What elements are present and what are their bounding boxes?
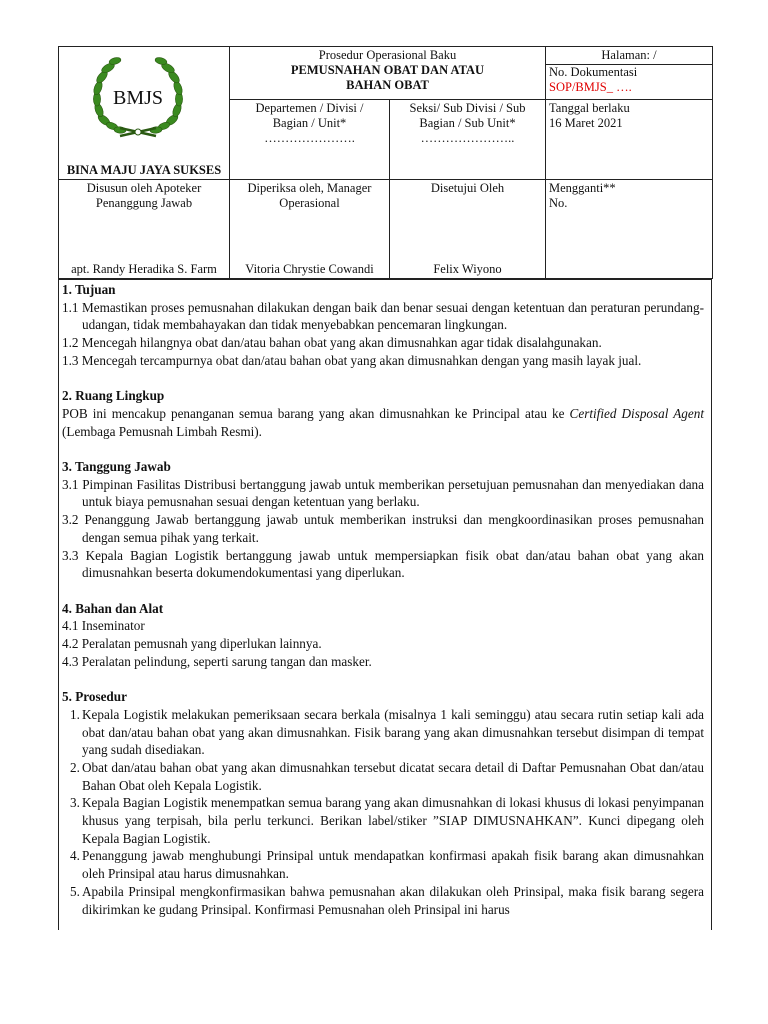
replaces-cell <box>546 180 713 279</box>
company-logo <box>90 54 186 144</box>
replaces-no: No. <box>549 196 568 210</box>
date-label: Tanggal berlaku <box>549 101 630 116</box>
date-value: 16 Maret 2021 <box>549 116 623 131</box>
dept-cell <box>230 100 390 180</box>
step-text: Kepala Bagian Logistik menempatkan semua barang yang akan dimusnahkan di lokasi khusus di lokasi penyimpanan khusus yang terpisah, bila perlu terkunci. Berikan label/stiker ”SIAP DIMUSNAHKAN”. Kunci dipegang oleh Kepala Bagian Logistik. <box>82 795 704 846</box>
list-item: 1.3 Mencegah tercampurnya obat dan/atau bahan obat yang akan dimusnahkan dengan yang masih layak jual. <box>62 352 642 368</box>
section-label: Seksi/ Sub Divisi / Sub Bagian / Sub Unit* <box>409 101 526 131</box>
replaces-label: Mengganti** <box>549 181 616 195</box>
section-title-ruang-lingkup: 2. Ruang Lingkup <box>62 388 165 404</box>
company-name: BINA MAJU JAYA SUKSES <box>66 163 222 177</box>
section-title-tujuan: 1. Tujuan <box>62 282 116 297</box>
procedure-step <box>62 883 704 918</box>
page-doc-cell <box>546 47 713 100</box>
step-number: 4. <box>70 848 80 864</box>
list-item: 4.3 Peralatan pelindung, seperti sarung tangan dan masker. <box>62 653 372 669</box>
step-number: 5. <box>70 883 80 899</box>
step-number: 1. <box>70 706 80 722</box>
pob-label: Prosedur Operasional Baku <box>318 48 457 62</box>
scope-text-b: (Lembaga Pemusnah Limbah Resmi). <box>62 423 262 439</box>
section-title-bahan-alat: 4. Bahan dan Alat <box>62 600 164 616</box>
body-text <box>62 281 704 918</box>
step-number: 2. <box>70 759 80 775</box>
scope-paragraph <box>62 405 704 440</box>
dept-value: …………………. <box>264 131 355 146</box>
approved-label: Disetujui Oleh <box>430 181 505 195</box>
list-item: 3.3 Kepala Bagian Logistik bertanggung jawab untuk mempersiapkan fisik obat dan/atau bahan obat yang akan dimusnahkan beserta dokumendokumentasi yang diperlukan. <box>62 547 704 581</box>
section-value: ………………….. <box>420 131 515 146</box>
procedure-step <box>62 759 704 794</box>
checked-name: Vitoria Chrystie Cowandi <box>245 262 374 276</box>
step-text: Penanggung jawab menghubungi Prinsipal untuk mendapatkan konfirmasi apakah fisik barang akan dimusnahkan oleh Prinsipal atau harus dimusnahkan. <box>82 848 704 882</box>
prepared-cell <box>59 180 230 279</box>
list-item: 1.2 Mencegah hilangnya obat dan/atau bahan obat yang akan dimusnahkan agar tidak disalahgunakan. <box>62 335 602 351</box>
procedure-step <box>62 847 704 882</box>
approved-cell <box>390 180 546 279</box>
list-item: 3.2 Penanggung Jawab bertanggung jawab untuk memberikan instruksi dan mengkoordinasikan proses pemusnahan dengan semua pihak yang terkait. <box>62 512 704 545</box>
procedure-list <box>62 706 704 918</box>
procedure-step <box>62 706 704 759</box>
section-title-tanggung-jawab: 3. Tanggung Jawab <box>62 459 171 474</box>
list-item: 3.1 Pimpinan Fasilitas Distribusi bertanggung jawab untuk memberikan persetujuan pemusnahan dan menyediakan dana untuk biaya pemusnahan sesuai dengan ketentuan yang berlaku. <box>62 476 704 510</box>
document-body <box>58 279 712 930</box>
step-text: Apabila Prinsipal mengkonfirmasikan bahwa pemusnahan akan dilakukan oleh Prinsipal, maka fisik barang segera dikirimkan ke gudang Prinsipal. Konfirmasi Pemusnahan oleh Prinsipal ini harus <box>82 883 704 917</box>
scope-text-a: POB ini mencakup penanganan semua barang yang akan dimusnahkan ke Principal atau ke <box>62 405 570 421</box>
logo-text: BMJS <box>112 87 164 109</box>
dept-label: Departemen / Divisi / Bagian / Unit* <box>255 101 364 131</box>
prepared-name: apt. Randy Heradika S. Farm <box>71 262 217 276</box>
section-title-prosedur: 5. Prosedur <box>62 689 127 705</box>
title-cell <box>230 47 546 100</box>
page-label: Halaman: / <box>546 47 712 65</box>
section-cell <box>390 100 546 180</box>
step-number: 3. <box>70 795 80 811</box>
doc-no-value: SOP/BMJS_ …. <box>549 80 632 94</box>
approved-name: Felix Wiyono <box>433 262 502 276</box>
list-item: 4.2 Peralatan pemusnah yang diperlukan lainnya. <box>62 636 322 652</box>
scope-text-italic: Certified Disposal Agent <box>569 405 704 421</box>
checked-cell <box>230 180 390 279</box>
list-item: 4.1 Inseminator <box>62 618 145 634</box>
laurel-wreath-icon <box>90 54 186 144</box>
doc-no-label: No. Dokumentasi <box>549 65 638 79</box>
prepared-label: Disusun oleh Apoteker Penanggung Jawab <box>86 181 202 210</box>
procedure-step <box>62 794 704 847</box>
step-text: Obat dan/atau bahan obat yang akan dimusnahkan tersebut dicatat secara detail di Daftar Pemusnahan Obat dan/atau Bahan Obat oleh Kepala Logistik. <box>82 759 704 793</box>
document-title: PEMUSNAHAN OBAT DAN ATAU BAHAN OBAT <box>290 63 485 92</box>
step-text: Kepala Logistik melakukan pemeriksaan secara berkala (misalnya 1 kali seminggu) atau secara rutin setiap kali ada obat dan/atau bahan obat yang akan dimusnahkan. Fisik barang yang akan dimusnahkan tersebut disimpan di tempat yang sudah disediakan. <box>82 706 704 758</box>
list-item: 1.1 Memastikan proses pemusnahan dilakukan dengan baik dan benar sesuai dengan ketentuan dan peraturan perundang-udangan, tidak membahayakan dan tidak menyebabkan pencemaran lingkungan. <box>62 299 704 333</box>
checked-label: Diperiksa oleh, Manager Operasional <box>247 181 372 210</box>
date-cell <box>546 100 713 180</box>
